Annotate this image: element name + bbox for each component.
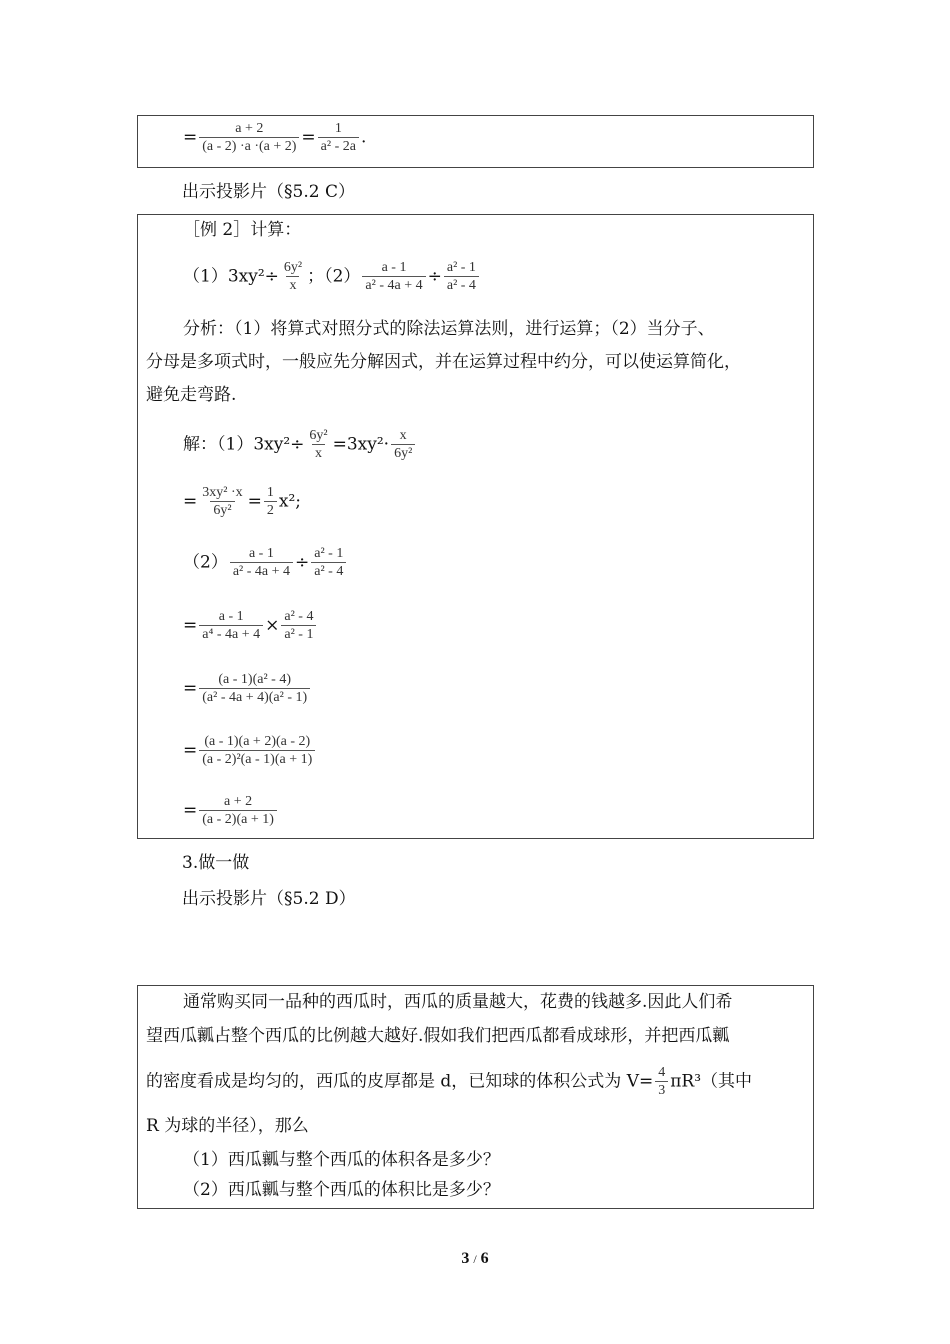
solution-2-step-2 xyxy=(183,671,312,706)
fraction xyxy=(281,608,316,643)
fraction xyxy=(391,427,415,462)
numerator: a² - 1 xyxy=(446,260,476,275)
solution-2-start xyxy=(183,545,348,580)
denominator: a² - 4 xyxy=(444,276,479,294)
analysis-line-3: 避免走弯路. xyxy=(146,385,237,405)
problem-line-1: 通常购买同一品种的西瓜时，西瓜的质量越大，花费的钱越多.因此人们希 xyxy=(183,992,733,1012)
numerator: 6y² xyxy=(283,260,303,275)
denominator: a² - 2a xyxy=(318,137,359,155)
equals-sign: = xyxy=(183,740,198,761)
numerator: a - 1 xyxy=(218,609,244,624)
denominator: (a - 2)(a + 1) xyxy=(199,810,277,828)
denominator: a² - 4a + 4 xyxy=(362,276,425,294)
denominator: (a - 2)²(a - 1)(a + 1) xyxy=(199,750,315,768)
numerator: a - 1 xyxy=(381,260,407,275)
equals-sign: = xyxy=(183,127,198,148)
solution-2-step-1 xyxy=(183,608,318,643)
watermelon-problem-box xyxy=(137,985,814,1209)
result-tail: x²; xyxy=(278,491,301,512)
numerator: (a - 1)(a + 2)(a - 2) xyxy=(204,734,311,749)
numerator: x xyxy=(399,428,407,443)
solution-prefix: （2） xyxy=(183,552,228,573)
problem-line-3-text: 的密度看成是均匀的，西瓜的皮厚都是 d，已知球的体积公式为 V= xyxy=(146,1071,654,1092)
fraction xyxy=(264,484,277,519)
fraction xyxy=(199,793,277,828)
denominator: a² - 4 xyxy=(311,562,346,580)
divide-sign: ÷ xyxy=(295,552,310,573)
solution-1-result xyxy=(183,484,301,519)
fraction xyxy=(311,545,346,580)
numerator: a - 1 xyxy=(248,546,274,561)
equals-sign: = xyxy=(247,491,262,512)
denominator: (a - 2) ·a ·(a + 2) xyxy=(199,137,299,155)
numerator: 1 xyxy=(334,121,342,136)
question-1: （1）西瓜瓤与整个西瓜的体积各是多少？ xyxy=(183,1150,500,1170)
fraction xyxy=(444,259,479,294)
numerator: a² - 4 xyxy=(284,609,314,624)
solution-prefix: 解：（1）3xy²÷ xyxy=(183,434,305,455)
analysis-line-1: 分析：（1）将算式对照分式的除法运算法则，进行运算；（2）当分子、 xyxy=(183,319,715,339)
formula-box-top xyxy=(137,115,814,168)
heading-slide-d: 出示投影片（§5.2 D） xyxy=(182,889,356,909)
numerator: a² - 1 xyxy=(314,546,344,561)
problem-line-2: 望西瓜瓤占整个西瓜的比例越大越好.假如我们把西瓜都看成球形，并把西瓜瓤 xyxy=(146,1026,730,1046)
fraction xyxy=(655,1064,668,1099)
denominator: (a² - 4a + 4)(a² - 1) xyxy=(199,688,310,706)
equals-sign: = xyxy=(183,678,198,699)
denominator: x xyxy=(312,444,325,462)
question-2: （2）西瓜瓤与整个西瓜的体积比是多少？ xyxy=(183,1180,500,1200)
numerator: a + 2 xyxy=(224,794,253,809)
divide-sign: ÷ xyxy=(427,266,442,287)
numerator: (a - 1)(a² - 4) xyxy=(218,672,291,687)
page-number xyxy=(0,1250,950,1268)
numerator: 4 xyxy=(658,1065,666,1080)
page-separator: / xyxy=(473,1252,477,1266)
solution-2-step-3 xyxy=(183,733,317,768)
problem-1-prefix: （1）3xy²÷ xyxy=(183,266,279,287)
denominator: 6y² xyxy=(210,501,234,519)
numerator: 1 xyxy=(266,485,274,500)
fraction xyxy=(199,608,263,643)
fraction xyxy=(318,120,359,155)
numerator: 3xy² ·x xyxy=(202,485,243,500)
denominator: 3 xyxy=(655,1081,668,1099)
solution-2-result xyxy=(183,793,279,828)
numerator: a + 2 xyxy=(235,121,264,136)
denominator: 6y² xyxy=(391,444,415,462)
heading-slide-c: 出示投影片（§5.2 C） xyxy=(182,182,355,202)
example-problem xyxy=(183,259,481,294)
solution-middle: =3xy²· xyxy=(332,434,390,455)
denominator: x xyxy=(286,276,299,294)
denominator: a² - 4a + 4 xyxy=(230,562,293,580)
times-sign: × xyxy=(265,615,280,636)
equals-sign: = xyxy=(301,127,316,148)
separator: ；（2） xyxy=(307,266,361,287)
current-page: 3 xyxy=(461,1250,470,1267)
period: . xyxy=(360,127,367,148)
fraction xyxy=(362,259,425,294)
fraction xyxy=(199,484,245,519)
formula-line xyxy=(183,120,366,155)
example-title: ［例 2］计算： xyxy=(183,220,302,240)
fraction xyxy=(199,671,310,706)
fraction xyxy=(281,259,305,294)
fraction xyxy=(199,733,315,768)
problem-line-3 xyxy=(146,1064,752,1099)
denominator: a⁴ - 4a + 4 xyxy=(199,625,263,643)
example-box xyxy=(137,214,814,839)
problem-line-3-tail: πR³（其中 xyxy=(670,1071,753,1092)
numerator: 6y² xyxy=(309,428,328,443)
solution-1 xyxy=(183,427,417,462)
analysis-line-2: 分母是多项式时，一般应先分解因式，并在运算过程中约分，可以使运算简化， xyxy=(146,352,741,372)
total-pages: 6 xyxy=(480,1250,489,1267)
equals-sign: = xyxy=(183,615,198,636)
fraction xyxy=(199,120,299,155)
denominator: a² - 1 xyxy=(281,625,316,643)
problem-line-4: R 为球的半径），那么 xyxy=(146,1116,309,1136)
denominator: 2 xyxy=(264,501,277,519)
equals-sign: = xyxy=(183,800,198,821)
fraction xyxy=(306,427,330,462)
equals-sign: = xyxy=(183,491,198,512)
fraction xyxy=(230,545,293,580)
heading-do-it: 3.做一做 xyxy=(182,853,250,873)
